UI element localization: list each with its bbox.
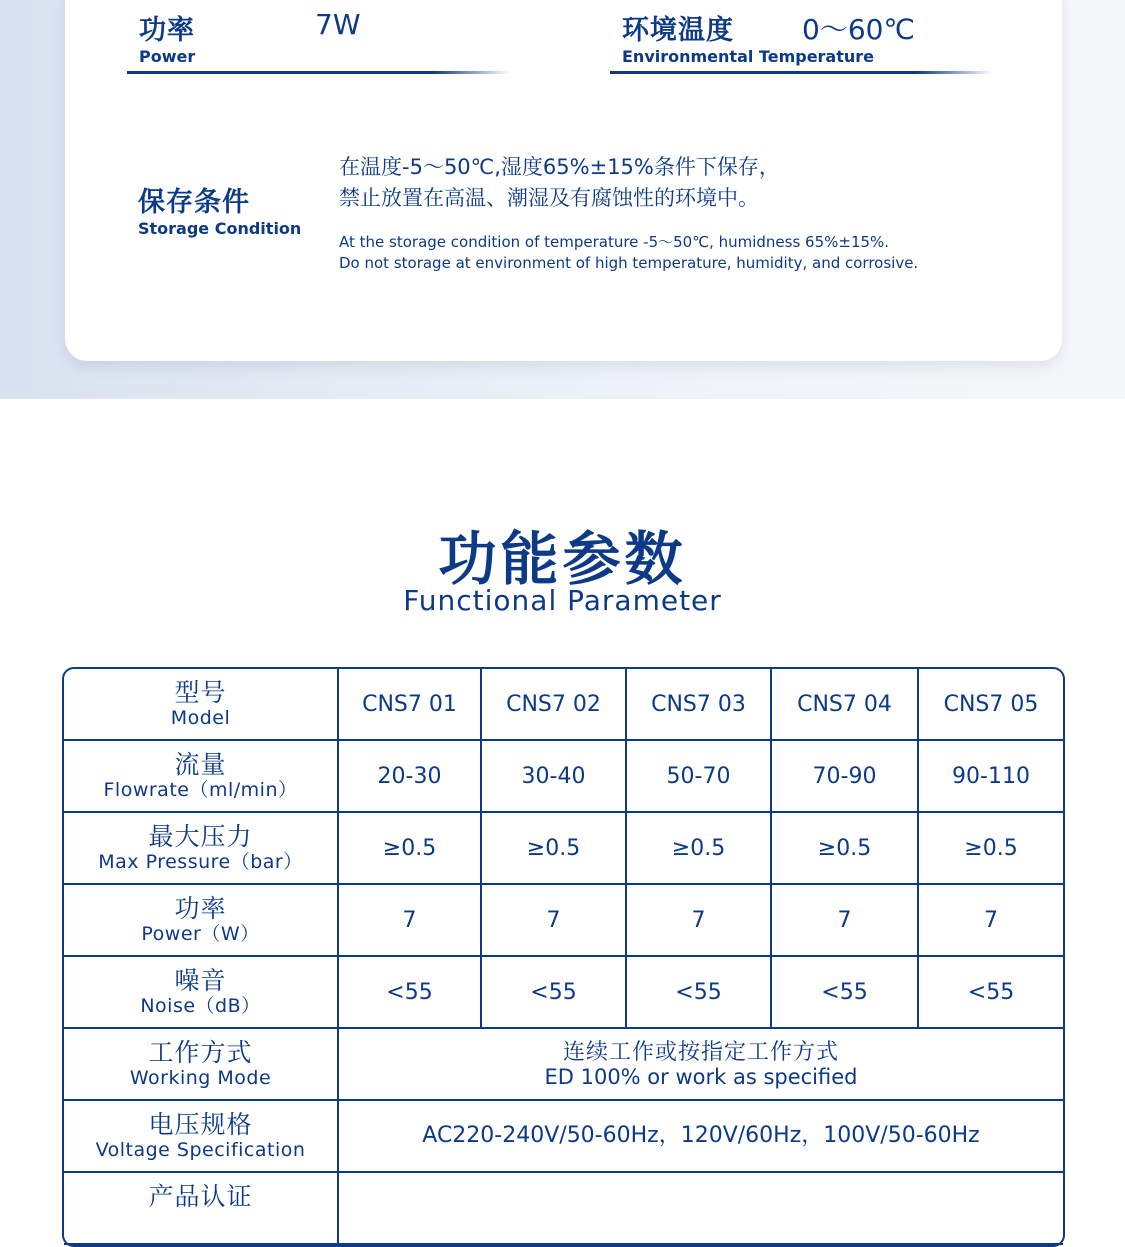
power-label-en: Power: [139, 47, 196, 66]
env-temp-label-zh: 环境温度: [622, 15, 734, 46]
row-label-zh: 电压规格: [148, 1110, 253, 1139]
row-label-zh: 功率: [174, 894, 227, 923]
table-cell: <55: [772, 957, 919, 1029]
table-cell: ≥0.5: [919, 813, 1063, 885]
table-cell: 7: [482, 885, 627, 957]
top-band: [0, 0, 1125, 399]
section-subtitle: Functional Parameter: [403, 584, 722, 617]
table-cell: ≥0.5: [339, 813, 482, 885]
table-cell: 7: [339, 885, 482, 957]
power-spec: [139, 8, 195, 66]
row-label: [64, 813, 339, 885]
table-cell: ≥0.5: [482, 813, 627, 885]
row-label: [64, 741, 339, 813]
table-cell: CNS7 01: [339, 669, 482, 741]
table-cell: 20-30: [339, 741, 482, 813]
row-label: [64, 885, 339, 957]
table-cell: ≥0.5: [627, 813, 772, 885]
table-cell: CNS7 04: [772, 669, 919, 741]
table-cell: CNS7 03: [627, 669, 772, 741]
voltage-value: [339, 1101, 1063, 1173]
power-underline: [127, 71, 510, 74]
table-row-voltage: [64, 1101, 1063, 1173]
row-label-en: Power（W）: [141, 923, 260, 945]
table-cell: CNS7 02: [482, 669, 627, 741]
voltage-value-text: AC220-240V/50-60Hz，120V/60Hz，100V/50-60Hz: [422, 1123, 980, 1148]
row-label: [64, 669, 339, 741]
table-cell: <55: [919, 957, 1063, 1029]
row-label-zh: 最大压力: [148, 822, 253, 851]
storage-spec: [138, 180, 301, 238]
table-cell: 7: [772, 885, 919, 957]
storage-description-en: [339, 232, 918, 274]
row-label-zh: 产品认证: [148, 1182, 253, 1211]
table-cell: <55: [339, 957, 482, 1029]
table-row: [64, 669, 1063, 741]
storage-desc-zh-line1: 在温度-5～50℃,湿度65%±15%条件下保存，: [339, 155, 780, 179]
storage-description-zh: [339, 152, 780, 214]
parameter-table-body: [64, 669, 1063, 1245]
row-label-en: Model: [170, 707, 231, 729]
row-label-working-mode: [64, 1029, 339, 1101]
row-label-zh: 型号: [174, 678, 227, 707]
table-cell: 7: [627, 885, 772, 957]
power-value: 7W: [315, 8, 361, 41]
spec-card: [65, 0, 1062, 361]
table-row: [64, 957, 1063, 1029]
table-cell: 50-70: [627, 741, 772, 813]
storage-label-en: Storage Condition: [138, 219, 302, 238]
storage-desc-zh-line2: 禁止放置在高温、潮湿及有腐蚀性的环境中。: [339, 186, 759, 210]
working-mode-value-zh: 连续工作或按指定工作方式: [562, 1039, 839, 1065]
table-row: [64, 813, 1063, 885]
row-label-voltage: [64, 1101, 339, 1173]
storage-desc-en-line1: At the storage condition of temperature -5～50℃, humidness 65%±15%.: [339, 233, 890, 251]
section-title: 功能参数: [438, 525, 687, 593]
power-label-zh: 功率: [139, 15, 195, 46]
working-mode-value: [339, 1029, 1063, 1101]
env-temp-label-en: Environmental Temperature: [622, 47, 875, 66]
table-cell: ≥0.5: [772, 813, 919, 885]
table-cell: <55: [482, 957, 627, 1029]
storage-desc-en-line2: Do not storage at environment of high temperature, humidity, and corrosive.: [339, 254, 919, 272]
row-label-en: Working Mode: [129, 1067, 272, 1089]
table-row-working-mode: [64, 1029, 1063, 1101]
partial-row-value: [339, 1173, 1063, 1245]
row-label-zh: 工作方式: [148, 1038, 253, 1067]
storage-label-zh: 保存条件: [138, 187, 250, 218]
table-cell: <55: [627, 957, 772, 1029]
table-cell: CNS7 05: [919, 669, 1063, 741]
row-label: [64, 957, 339, 1029]
row-label-en: Noise（dB）: [140, 995, 261, 1017]
env-temp-underline: [610, 71, 993, 74]
parameter-table: [62, 667, 1065, 1247]
table-row: [64, 741, 1063, 813]
table-row-partial: [64, 1173, 1063, 1245]
row-label-en: Flowrate（ml/min）: [103, 779, 298, 801]
row-label-zh: 流量: [174, 750, 227, 779]
table-cell: 30-40: [482, 741, 627, 813]
table-cell: 70-90: [772, 741, 919, 813]
working-mode-value-en: ED 100% or work as specified: [544, 1064, 858, 1089]
table-row: [64, 885, 1063, 957]
table-cell: 7: [919, 885, 1063, 957]
row-label-en: Voltage Specification: [95, 1139, 306, 1161]
env-temp-value: 0～60℃: [802, 13, 915, 46]
table-cell: 90-110: [919, 741, 1063, 813]
row-label-partial: [64, 1173, 339, 1245]
row-label-zh: 噪音: [174, 966, 227, 995]
row-label-en: Max Pressure（bar）: [98, 851, 303, 873]
